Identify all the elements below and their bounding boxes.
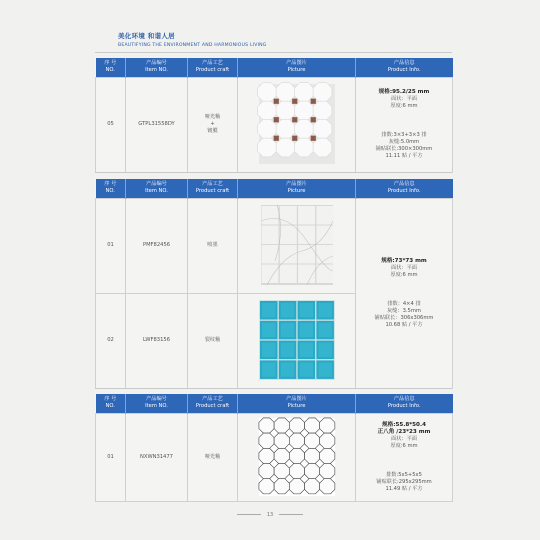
octagon-tile bbox=[289, 464, 304, 479]
octagon-tile bbox=[276, 101, 295, 120]
info-seam: 灰缝：3.5mm bbox=[387, 307, 421, 314]
info-shape: 面状：平面 bbox=[391, 264, 417, 271]
info-sheet: 铺贴联长：306x306mm bbox=[374, 314, 434, 321]
octagon-tile bbox=[258, 464, 273, 479]
info-arrange: 排数:3×3+3×3 排 bbox=[381, 132, 427, 138]
footer-dash-left bbox=[237, 514, 261, 515]
col-header-craft: 产品工艺 Product craft bbox=[188, 179, 238, 198]
octagon-tile bbox=[257, 119, 276, 138]
col-header-no: 序 号 NO. bbox=[96, 394, 126, 413]
octagon-tile bbox=[289, 418, 304, 433]
row-item-no: LWF83156 bbox=[126, 293, 188, 388]
octagon-dot-tile-image bbox=[247, 80, 347, 170]
row-item-no: PMF82456 bbox=[126, 198, 188, 293]
brown-dot-tile bbox=[292, 98, 297, 103]
info-seam: 灰缝:5.0mm bbox=[388, 139, 420, 145]
table-header-row bbox=[96, 179, 453, 198]
col-header-info: 产品信息 Product Info. bbox=[356, 394, 453, 413]
table-row bbox=[96, 77, 453, 172]
octagon-tile bbox=[276, 82, 295, 101]
header-title-cn: 美化环境 和谐人居 bbox=[118, 32, 175, 40]
product-picture-marble bbox=[238, 198, 356, 293]
info-spec-octagon: 正八角 /23*23 mm bbox=[377, 428, 431, 435]
row-no: 01 bbox=[96, 413, 126, 501]
row-craft: 喷墨 bbox=[188, 198, 238, 293]
brown-dot-tile bbox=[310, 117, 315, 122]
info-thickness: 厚度:6 mm bbox=[390, 271, 418, 278]
col-header-no: 序 号 NO. bbox=[96, 179, 126, 198]
marble-tile bbox=[261, 206, 278, 225]
info-spec: 规格:55.8*50.4 bbox=[382, 421, 426, 428]
header-divider bbox=[95, 52, 452, 53]
marble-tile bbox=[316, 206, 333, 225]
header-title-en: BEAUTIFYING THE ENVIRONMENT AND HARMONIOUS LIVING bbox=[118, 43, 267, 48]
row-no: 01 bbox=[96, 198, 126, 293]
brown-dot-tile bbox=[292, 135, 297, 140]
row-no: 05 bbox=[96, 77, 126, 172]
marble-tile bbox=[279, 206, 296, 225]
octagon-tile bbox=[258, 418, 273, 433]
info-thickness: 厚度:6 mm bbox=[390, 103, 418, 109]
marble-tile bbox=[261, 245, 278, 264]
octagon-tile bbox=[258, 479, 273, 494]
octagon-tile bbox=[319, 479, 334, 494]
info-sheet: 铺贴联长:300×300mm bbox=[375, 146, 433, 152]
col-header-item: 产品编号 Item NO. bbox=[126, 394, 188, 413]
marble-tile bbox=[279, 264, 296, 283]
info-count: 10.68 贴 / 平方 bbox=[385, 321, 423, 328]
octagon-tile bbox=[313, 101, 332, 120]
teal-tile-glaze bbox=[318, 303, 332, 318]
octagon-tile bbox=[319, 418, 334, 433]
row-craft: 哑光釉 bbox=[188, 413, 238, 501]
row-item-no: NXWN31477 bbox=[126, 413, 188, 501]
octagon-tile bbox=[274, 418, 289, 433]
octagon-tile bbox=[289, 479, 304, 494]
octagon-tile bbox=[274, 479, 289, 494]
product-info bbox=[356, 77, 453, 172]
teal-tile-glaze bbox=[280, 303, 294, 318]
table-row bbox=[96, 198, 453, 293]
product-table-2 bbox=[95, 179, 453, 389]
octagon-tile bbox=[276, 138, 295, 157]
info-spec: 规格:95.2/25 mm bbox=[378, 89, 430, 95]
octagon-tile bbox=[289, 433, 304, 448]
octagon-tile bbox=[294, 82, 313, 101]
octagon-tile bbox=[313, 119, 332, 138]
brown-dot-tile bbox=[273, 98, 278, 103]
octagon-tile bbox=[313, 138, 332, 157]
table-header-row bbox=[96, 58, 453, 77]
marble-tile bbox=[261, 264, 278, 283]
teal-tile-glaze bbox=[280, 322, 294, 337]
octagon-tile bbox=[257, 82, 276, 101]
col-header-craft: 产品工艺 Product craft bbox=[188, 58, 238, 77]
teal-tile-glaze bbox=[299, 362, 313, 377]
octagon-tile bbox=[276, 119, 295, 138]
col-header-picture: 产品图片 Picture bbox=[238, 179, 356, 198]
col-header-item: 产品编号 Item NO. bbox=[126, 58, 188, 77]
info-shape: 面状：平面 bbox=[391, 96, 417, 102]
marble-tile-image bbox=[247, 201, 347, 291]
product-picture-teal-crackle bbox=[238, 293, 356, 388]
col-header-picture: 产品图片 Picture bbox=[238, 58, 356, 77]
info-count: 11.11 贴 / 平方 bbox=[385, 153, 423, 159]
info-count: 11.49 贴 / 平方 bbox=[385, 485, 423, 492]
octagon-tile bbox=[319, 433, 334, 448]
product-picture-octagon-dot bbox=[238, 77, 356, 172]
octagon-tile bbox=[304, 479, 319, 494]
teal-tile-glaze bbox=[262, 362, 276, 377]
page-header bbox=[118, 31, 267, 48]
col-header-picture: 产品图片 Picture bbox=[238, 394, 356, 413]
white-octagon-tile-image bbox=[247, 414, 347, 500]
octagon-tile bbox=[319, 464, 334, 479]
info-shape: 面状：平面 bbox=[391, 435, 417, 442]
page-number: 13 bbox=[266, 512, 274, 518]
product-info bbox=[356, 198, 453, 388]
octagon-tile bbox=[313, 82, 332, 101]
octagon-tile bbox=[304, 418, 319, 433]
row-no: 02 bbox=[96, 293, 126, 388]
row-craft: 裂纹釉 bbox=[188, 293, 238, 388]
octagon-tile bbox=[319, 448, 334, 463]
teal-tile-glaze bbox=[318, 322, 332, 337]
teal-tile-glaze bbox=[299, 342, 313, 357]
row-craft: 哑光釉 + 镀膜 bbox=[188, 77, 238, 172]
page-footer bbox=[0, 512, 540, 518]
info-thickness: 厚度:6 mm bbox=[390, 442, 418, 449]
marble-tile bbox=[316, 245, 333, 264]
brown-dot-tile bbox=[273, 135, 278, 140]
info-spec: 规格:73*73 mm bbox=[381, 257, 427, 264]
table-header-row bbox=[96, 394, 453, 413]
teal-tile-glaze bbox=[299, 303, 313, 318]
col-header-info: 产品信息 Product Info. bbox=[356, 179, 453, 198]
brown-dot-tile bbox=[310, 135, 315, 140]
octagon-tile bbox=[304, 448, 319, 463]
octagon-tile bbox=[257, 101, 276, 120]
octagon-tile bbox=[274, 464, 289, 479]
info-arrange: 排数：4×4 排 bbox=[387, 300, 421, 307]
octagon-tile bbox=[294, 138, 313, 157]
marble-tile bbox=[261, 225, 278, 244]
teal-tile-glaze bbox=[318, 362, 332, 377]
section-divider bbox=[95, 388, 452, 389]
octagon-tile bbox=[274, 433, 289, 448]
col-header-no: 序 号 NO. bbox=[96, 58, 126, 77]
marble-tile bbox=[316, 264, 333, 283]
product-info bbox=[356, 413, 453, 501]
octagon-tile bbox=[258, 433, 273, 448]
marble-tile bbox=[279, 225, 296, 244]
teal-crackle-tile-image bbox=[247, 296, 347, 386]
section-divider bbox=[95, 172, 452, 173]
octagon-tile bbox=[294, 119, 313, 138]
teal-tile-glaze bbox=[262, 342, 276, 357]
marble-tile bbox=[298, 245, 315, 264]
brown-dot-tile bbox=[310, 98, 315, 103]
marble-tile bbox=[298, 225, 315, 244]
col-header-info: 产品信息 Product Info. bbox=[356, 58, 453, 77]
info-sheet: 铺贴联长:295x295mm bbox=[376, 478, 432, 485]
teal-tile-glaze bbox=[262, 303, 276, 318]
table-row bbox=[96, 413, 453, 501]
octagon-tile bbox=[257, 138, 276, 157]
octagon-tile bbox=[258, 448, 273, 463]
col-header-item: 产品编号 Item NO. bbox=[126, 179, 188, 198]
info-arrange: 排数:5x5+5x5 bbox=[386, 471, 422, 478]
octagon-tile bbox=[294, 101, 313, 120]
teal-tile-glaze bbox=[299, 322, 313, 337]
row-item-no: GTPL31558DY bbox=[126, 77, 188, 172]
brown-dot-tile bbox=[292, 117, 297, 122]
brown-dot-tile bbox=[273, 117, 278, 122]
teal-tile-glaze bbox=[318, 342, 332, 357]
product-table-1 bbox=[95, 58, 453, 173]
octagon-tile bbox=[289, 448, 304, 463]
footer-dash-right bbox=[279, 514, 303, 515]
teal-tile-glaze bbox=[262, 322, 276, 337]
octagon-tile bbox=[274, 448, 289, 463]
product-picture-octagon-white bbox=[238, 413, 356, 501]
octagon-tile bbox=[304, 433, 319, 448]
octagon-tile bbox=[304, 464, 319, 479]
marble-tile bbox=[298, 206, 315, 225]
teal-tile-glaze bbox=[280, 362, 294, 377]
teal-tile-glaze bbox=[280, 342, 294, 357]
product-table-3 bbox=[95, 394, 453, 502]
col-header-craft: 产品工艺 Product craft bbox=[188, 394, 238, 413]
